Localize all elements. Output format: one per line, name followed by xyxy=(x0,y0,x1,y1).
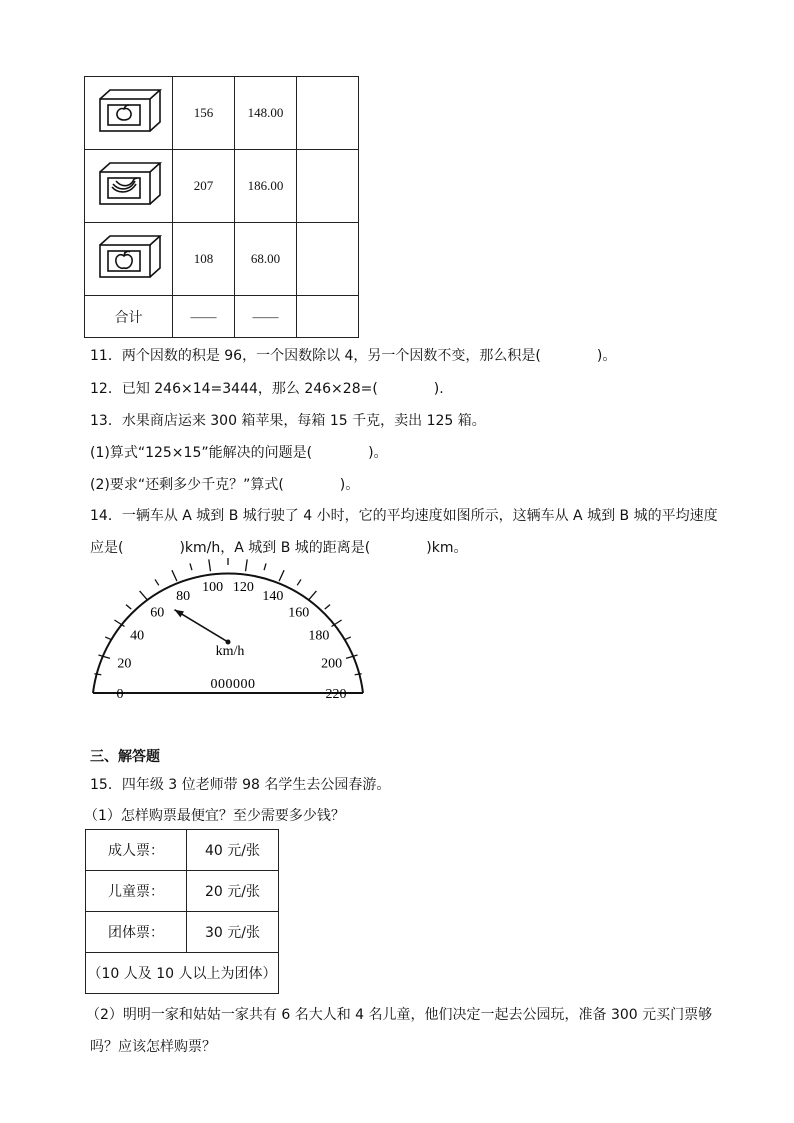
gauge-tick-label: 160 xyxy=(288,605,310,621)
needle-arrowhead xyxy=(174,610,184,618)
ticket-price: 40 元/张 xyxy=(187,830,279,871)
question-14-line-1: 14．一辆车从 A 城到 B 城行驶了 4 小时，它的平均速度如图所示，这辆车从 A 城到 B 城的平均速度 xyxy=(90,508,718,524)
price-cell: 68.00 xyxy=(235,223,297,296)
table-row xyxy=(86,830,279,871)
question-11: 11．两个因数的积是 96，一个因数除以 4，另一个因数不变，那么积是( )。 xyxy=(90,348,617,364)
question-15: 15．四年级 3 位老师带 98 名学生去公园春游。 xyxy=(90,777,391,793)
fruit-table xyxy=(84,76,359,338)
gauge-tick-label: 40 xyxy=(130,628,145,644)
gauge-tick-label: 60 xyxy=(150,605,165,621)
question-13-part-1: (1)算式“125×15”能解决的问题是( )。 xyxy=(90,445,388,461)
qty-cell: 156 xyxy=(173,77,235,150)
gauge-tick xyxy=(126,605,131,610)
ticket-type: 成人票： xyxy=(86,830,187,871)
gauge-tick xyxy=(246,559,248,571)
gauge-tick-label: 80 xyxy=(176,588,191,604)
apple-box-icon xyxy=(94,233,164,281)
blank-cell xyxy=(297,223,359,296)
blank-cell xyxy=(297,150,359,223)
fruit-icon-cell xyxy=(85,150,173,223)
gauge-tick xyxy=(325,605,330,610)
ticket-note: （10 人及 10 人以上为团体） xyxy=(86,953,279,994)
table-row-total xyxy=(85,296,359,338)
gauge-tick xyxy=(172,570,177,581)
gauge-tick xyxy=(355,674,362,675)
speed-needle xyxy=(174,610,228,642)
gauge-tick xyxy=(309,591,317,600)
speedometer-diagram xyxy=(80,555,380,705)
ticket-type: 团体票： xyxy=(86,912,187,953)
question-15-part-2-line-2: 吗？应该怎样购票？ xyxy=(90,1039,216,1055)
gauge-tick xyxy=(190,563,192,570)
gauge-tick-label: 180 xyxy=(308,628,330,644)
banana-box-icon xyxy=(94,160,164,208)
qty-cell: 207 xyxy=(173,150,235,223)
gauge-tick-label: 100 xyxy=(202,580,224,596)
table-row-note xyxy=(86,953,279,994)
gauge-ticks xyxy=(93,558,363,693)
gauge-tick xyxy=(209,559,211,571)
gauge-tick xyxy=(140,591,148,600)
gauge-tick xyxy=(105,637,111,640)
gauge-tick-label: 200 xyxy=(321,656,343,672)
peach-box-icon xyxy=(94,87,164,135)
price-cell: 148.00 xyxy=(235,77,297,150)
table-row xyxy=(85,150,359,223)
speed-unit: km/h xyxy=(215,644,245,659)
total-blank xyxy=(297,296,359,338)
qty-cell: 108 xyxy=(173,223,235,296)
blank-cell xyxy=(297,77,359,150)
gauge-tick xyxy=(155,579,159,585)
question-14-line-2: 应是( )km/h，A 城到 B 城的距离是( )km。 xyxy=(90,540,468,556)
gauge-tick xyxy=(344,637,350,640)
fruit-icon-cell xyxy=(85,77,173,150)
gauge-tick xyxy=(94,674,101,675)
gauge-tick-label: 120 xyxy=(232,580,254,596)
ticket-price: 20 元/张 xyxy=(187,871,279,912)
gauge-tick-label: 220 xyxy=(325,687,347,702)
fruit-icon-cell xyxy=(85,223,173,296)
table-row xyxy=(85,77,359,150)
ticket-price: 30 元/张 xyxy=(187,912,279,953)
price-cell: 186.00 xyxy=(235,150,297,223)
total-qty: —— xyxy=(173,296,235,338)
question-15-part-2-line-1: （2）明明一家和姑姑一家共有 6 名大人和 4 名儿童，他们决定一起去公园玩，准备 300 元买门票够 xyxy=(86,1007,713,1023)
table-row xyxy=(85,223,359,296)
ticket-price-table xyxy=(85,829,279,994)
gauge-tick-label: 0 xyxy=(116,687,124,702)
question-13-part-2: (2)要求“还剩多少千克？”算式( )。 xyxy=(90,477,360,493)
gauge-tick-label: 140 xyxy=(262,588,284,604)
ticket-type: 儿童票： xyxy=(86,871,187,912)
gauge-tick xyxy=(264,563,266,570)
section-title: 三、解答题 xyxy=(90,749,160,765)
gauge-tick xyxy=(279,570,284,581)
question-13: 13．水果商店运来 300 箱苹果，每箱 15 千克，卖出 125 箱。 xyxy=(90,413,486,429)
question-12: 12．已知 246×14=3444，那么 246×28=( ). xyxy=(90,381,444,397)
odometer-reading: 000000 xyxy=(210,677,256,692)
total-price: —— xyxy=(235,296,297,338)
question-15-part-1: （1）怎样购票最便宜？至少需要多少钱？ xyxy=(84,808,345,824)
gauge-tick xyxy=(297,579,301,585)
gauge-tick-label: 20 xyxy=(117,656,132,672)
total-label: 合计 xyxy=(85,296,173,338)
table-row xyxy=(86,912,279,953)
table-row xyxy=(86,871,279,912)
